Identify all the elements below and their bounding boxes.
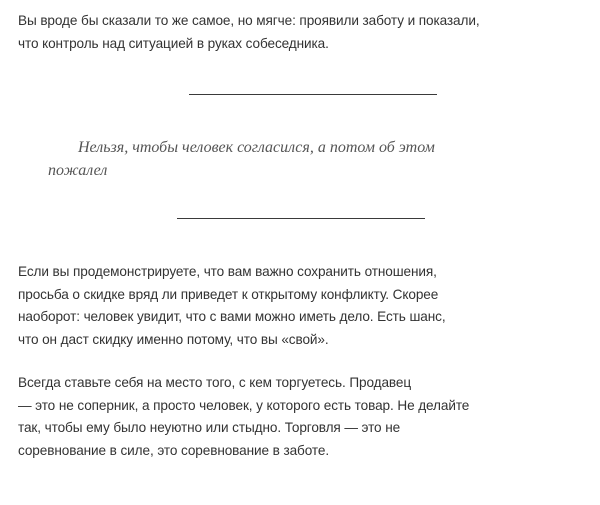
paragraph-empathy: [18, 372, 578, 462]
paragraph-intro: [18, 10, 578, 55]
text-line: что контроль над ситуацией в руках собеседника.: [18, 35, 329, 51]
text-line: Если вы продемонстрируете, что вам важно сохранить отношения,: [18, 264, 437, 279]
quote-bottom-divider: [177, 218, 425, 219]
text-line: наоборот: человек увидит, что с вами можно иметь дело. Есть шанс,: [18, 309, 446, 324]
text-line: — это не соперник, а просто человек, у которого есть товар. Не делайте: [18, 397, 470, 413]
text-line: Вы вроде бы сказали то же самое, но мягче: проявили заботу и показали,: [18, 13, 480, 28]
quote-top-divider: [189, 94, 437, 95]
text-line: просьба о скидке вряд ли приведет к открытому конфликту. Скорее: [18, 286, 439, 302]
pull-quote: [18, 136, 578, 182]
text-line: так, чтобы ему было неуютно или стыдно. Торговля — это не: [18, 420, 401, 435]
pull-quote-line: пожалел: [48, 162, 108, 179]
paragraph-relationship: [18, 261, 578, 351]
pull-quote-line: Нельзя, чтобы человек согласился, а потом об этом: [78, 139, 435, 156]
text-line: соревнование в силе, это соревнование в заботе.: [18, 442, 330, 458]
text-line: что он даст скидку именно потому, что вы «свой».: [18, 331, 329, 347]
text-line: Всегда ставьте себя на место того, с кем торгуетесь. Продавец: [18, 375, 412, 390]
